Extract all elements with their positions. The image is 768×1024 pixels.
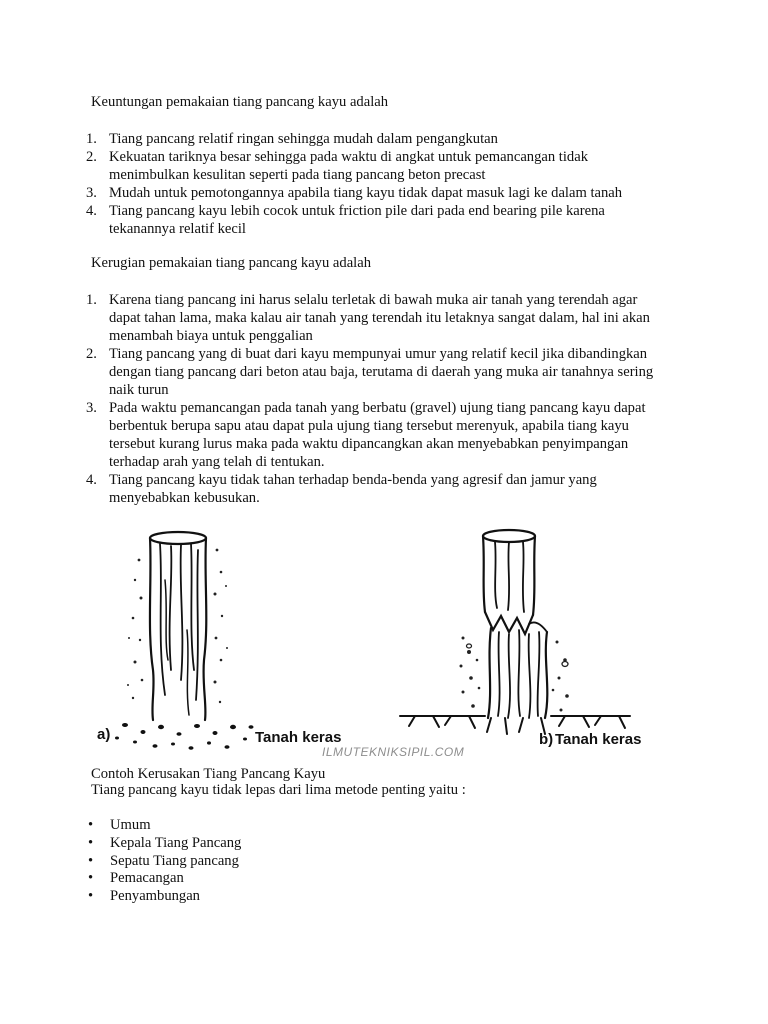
list-item bbox=[86, 291, 686, 345]
list-line: Tiang pancang relatif ringan sehingga mudah dalam pengangkutan bbox=[109, 131, 498, 147]
list-item bbox=[86, 835, 241, 853]
disadvantages-list bbox=[86, 291, 686, 507]
list-item bbox=[86, 399, 686, 471]
method-label: Kepala Tiang Pancang bbox=[110, 834, 242, 851]
method-label: Penyambungan bbox=[110, 888, 200, 905]
methods-list bbox=[86, 817, 241, 906]
method-label: Pemacangan bbox=[110, 870, 184, 887]
pile-a-drawing bbox=[150, 532, 206, 720]
methods-intro: Tiang pancang kayu tidak lepas dari lima metode penting yaitu : bbox=[91, 782, 466, 798]
advantages-list bbox=[86, 130, 686, 238]
list-number: 3. bbox=[86, 400, 97, 416]
soil-speckles-a bbox=[127, 549, 228, 704]
list-number: 4. bbox=[86, 203, 97, 219]
list-number: 2. bbox=[86, 346, 97, 362]
method-label: Sepatu Tiang pancang bbox=[110, 852, 239, 869]
disadvantages-heading: Kerugian pemakaian tiang pancang kayu adalah bbox=[91, 255, 371, 271]
list-line: menimbulkan kesulitan seperti pada tiang pancang beton precast bbox=[109, 167, 486, 183]
method-label: Umum bbox=[110, 817, 151, 833]
list-item bbox=[86, 817, 241, 835]
soil-label-b: Tanah keras bbox=[555, 731, 642, 748]
list-line: Tiang pancang yang di buat dari kayu mempunyai umur yang relatif kecil jika dibandingkan bbox=[109, 346, 648, 362]
list-number: 1. bbox=[86, 131, 97, 147]
list-item bbox=[86, 184, 686, 202]
pile-damage-figure bbox=[95, 520, 675, 765]
pile-b-drawing bbox=[483, 530, 547, 718]
soil-label-a: Tanah keras bbox=[255, 729, 342, 746]
list-line: menambah biaya untuk penggalian bbox=[109, 328, 313, 344]
list-line: Pada waktu pemancangan pada tanah yang berbatu (gravel) ujung tiang pancang kayu dapat bbox=[109, 400, 646, 416]
list-item bbox=[86, 345, 686, 399]
list-line: Tiang pancang kayu lebih cocok untuk friction pile dari pada end bearing pile karena bbox=[109, 203, 605, 219]
bullet-icon: • bbox=[88, 870, 94, 887]
list-item bbox=[86, 148, 686, 184]
list-item bbox=[86, 870, 241, 888]
list-line: naik turun bbox=[109, 382, 169, 398]
bullet-icon: • bbox=[88, 817, 94, 833]
advantages-heading: Keuntungan pemakaian tiang pancang kayu adalah bbox=[91, 94, 389, 110]
list-line: Mudah untuk pemotongannya apabila tiang kayu tidak dapat masuk lagi ke dalam tanah bbox=[109, 185, 623, 201]
list-line: Kekuatan tariknya besar sehingga pada waktu di angkat untuk pemancangan tidak bbox=[109, 149, 588, 165]
list-item bbox=[86, 471, 686, 507]
list-item bbox=[86, 130, 686, 148]
list-item bbox=[86, 853, 241, 871]
list-item bbox=[86, 888, 241, 906]
list-line: Tiang pancang kayu tidak tahan terhadap benda-benda yang agresif dan jamur yang bbox=[109, 472, 597, 488]
list-line: tekanannya relatif kecil bbox=[109, 221, 246, 237]
list-line: terhadap arah yang telah di tentukan. bbox=[109, 454, 325, 470]
watermark: ILMUTEKNIKSIPIL.COM bbox=[322, 745, 465, 759]
figure-caption: Contoh Kerusakan Tiang Pancang Kayu bbox=[91, 766, 326, 782]
list-line: dapat tahan lama, maka kalau air tanah yang terendah itu letaknya sangat dalam, hal ini akan bbox=[109, 310, 650, 326]
list-number: 4. bbox=[86, 472, 97, 488]
list-line: berbentuk berupa sapu atau dapat pula ujung tiang tersebut merenyuk, apabila tiang kayu bbox=[109, 418, 629, 434]
figure-label-a: a) bbox=[97, 726, 111, 743]
soil-speckles-b bbox=[460, 637, 569, 712]
bullet-icon: • bbox=[88, 852, 94, 869]
list-number: 2. bbox=[86, 149, 97, 165]
pile-damage-illustration bbox=[95, 520, 675, 765]
list-line: tersebut kurang lurus maka pada waktu dipancangkan akan menyebabkan penyimpangan bbox=[109, 436, 629, 452]
list-line: menyebabkan kebusukan. bbox=[109, 490, 260, 506]
list-line: dengan tiang pancang dari beton atau baja, terutama di daerah yang muka air tanahnya sering bbox=[109, 364, 654, 380]
bullet-icon: • bbox=[88, 888, 94, 905]
list-number: 3. bbox=[86, 185, 97, 201]
list-line: Karena tiang pancang ini harus selalu terletak di bawah muka air tanah yang terendah agar bbox=[109, 292, 638, 308]
list-item bbox=[86, 202, 686, 238]
hard-soil-a bbox=[115, 723, 254, 750]
list-number: 1. bbox=[86, 292, 97, 308]
bullet-icon: • bbox=[88, 834, 94, 851]
figure-label-b: b) bbox=[539, 731, 554, 748]
